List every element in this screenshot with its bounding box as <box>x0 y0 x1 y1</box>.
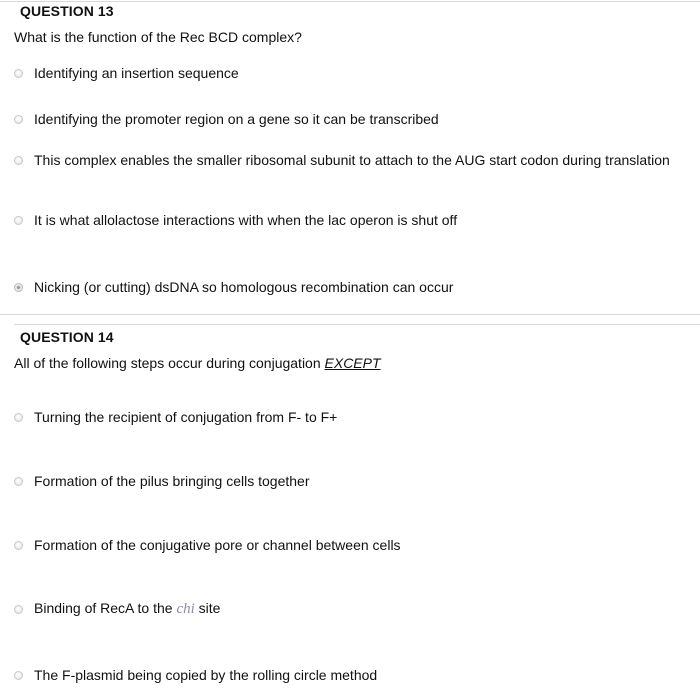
question-13-option-3[interactable] <box>14 150 670 170</box>
radio-button-icon[interactable] <box>14 671 23 680</box>
option-label: It is what allolactose interactions with when the lac operon is shut off <box>34 212 458 228</box>
question-14-option-4[interactable] <box>14 599 220 619</box>
question-14-option-2[interactable] <box>14 471 309 491</box>
radio-button-icon[interactable] <box>14 477 23 486</box>
option-label: Nicking (or cutting) dsDNA so homologous recombination can occur <box>34 279 454 295</box>
question-14-option-1[interactable] <box>14 407 337 427</box>
question-14-option-3[interactable] <box>14 535 401 555</box>
radio-button-icon[interactable] <box>14 69 23 78</box>
option-label-italic: chi <box>176 601 195 617</box>
option-label <box>34 600 220 618</box>
option-label: This complex enables the smaller ribosomal subunit to attach to the AUG start codon during translation <box>34 152 670 168</box>
question-14-header: QUESTION 14 <box>20 329 114 345</box>
question-divider-2 <box>14 324 700 325</box>
question-14-prompt <box>14 355 381 371</box>
radio-button-icon[interactable] <box>14 156 23 165</box>
question-13-option-2[interactable] <box>14 109 439 129</box>
option-label: Formation of the conjugative pore or channel between cells <box>34 537 401 553</box>
question-13-option-5[interactable] <box>14 277 453 297</box>
question-13-option-4[interactable] <box>14 210 457 230</box>
question-divider <box>0 314 700 315</box>
option-label: Identifying the promoter region on a gene so it can be transcribed <box>34 111 439 127</box>
radio-button-icon[interactable] <box>14 216 23 225</box>
option-label-before: Binding of RecA to the <box>34 600 177 616</box>
radio-button-selected-icon[interactable] <box>14 283 23 292</box>
option-label: The F-plasmid being copied by the rolling circle method <box>34 667 378 683</box>
option-label: Formation of the pilus bringing cells together <box>34 473 310 489</box>
option-label: Turning the recipient of conjugation from F- to F+ <box>34 409 338 425</box>
question-13-header: QUESTION 13 <box>20 3 114 19</box>
question-13-prompt: What is the function of the Rec BCD complex? <box>14 29 302 45</box>
radio-button-icon[interactable] <box>14 605 23 614</box>
question-14-option-5[interactable] <box>14 665 377 685</box>
question-14-prompt-emphasis: EXCEPT <box>324 355 381 371</box>
question-14-prompt-text: All of the following steps occur during conjugation <box>14 355 325 371</box>
radio-button-icon[interactable] <box>14 413 23 422</box>
top-divider <box>0 1 700 2</box>
option-label-after: site <box>194 600 221 616</box>
question-13-option-1[interactable] <box>14 63 239 83</box>
radio-button-icon[interactable] <box>14 115 23 124</box>
option-label: Identifying an insertion sequence <box>34 65 239 81</box>
radio-button-icon[interactable] <box>14 541 23 550</box>
